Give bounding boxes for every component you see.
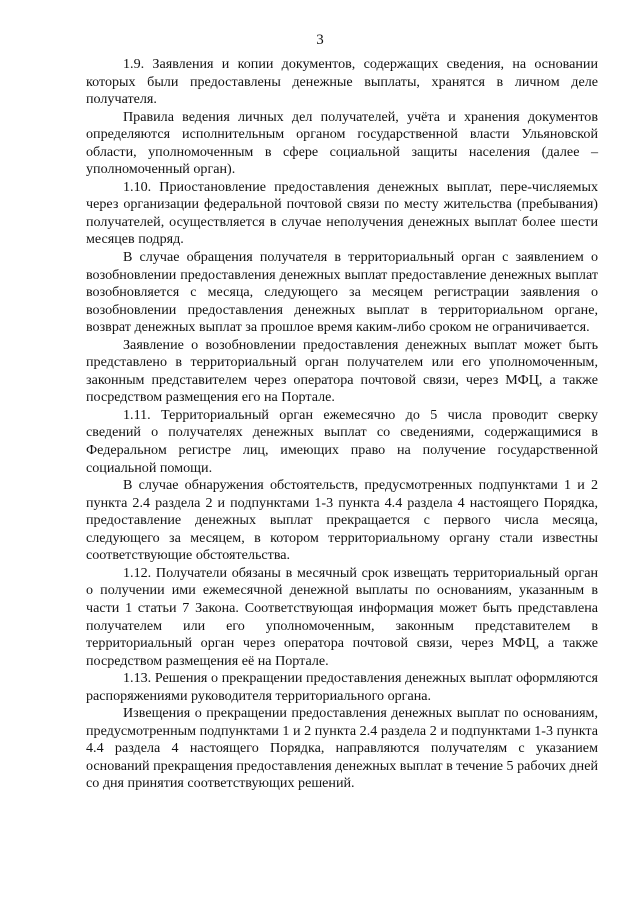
paragraph-1-13: 1.13. Решения о прекращении предоставления денежных выплат оформляются распоряжениями руководителя территориального органа.: [86, 670, 598, 704]
document-body: [86, 56, 598, 793]
paragraph-termination-circumstances: В случае обнаружения обстоятельств, предусмотренных подпунктами 1 и 2 пункта 2.4 раздела 2 и подпунктами 1-3 пункта 4.4 раздела 4 настоящего Порядка, предоставление денежных выплат прекращается с первого числа месяца, следующего за месяцем, в котором территориальному органу стали известны соответствующие обстоятельства.: [86, 477, 598, 564]
paragraph-termination-notices: Извещения о прекращении предоставления денежных выплат по основаниям, предусмотренным подпунктами 1 и 2 пункта 2.4 раздела 2 и подпунктами 1-3 пункта 4.4 раздела 4 настоящего Порядка, направляются получателям с указанием оснований прекращения предоставления денежных выплат в течение 5 рабочих дней со дня принятия соответствующих решений.: [86, 705, 598, 792]
paragraph-1-9: 1.9. Заявления и копии документов, содержащих сведения, на основании которых были предоставлены денежные выплаты, хранятся в личном деле получателя.: [86, 56, 598, 108]
paragraph-1-10: 1.10. Приостановление предоставления денежных выплат, пере-числяемых через организации федеральной почтовой связи по месту жительства (пребывания) получателей, осуществляется в случае неполучения денежных выплат более шести месяцев подряд.: [86, 178, 598, 248]
paragraph-resumption-application: Заявление о возобновлении предоставления денежных выплат может быть представлено в территориальный орган получателем или его уполномоченным, законным представителем через оператора почтовой связи, через МФЦ, а также посредством размещения его на Портале.: [86, 336, 598, 406]
paragraph-records-rules: Правила ведения личных дел получателей, учёта и хранения документов определяются исполнительным органом государственной власти Ульяновской области, уполномоченным в сфере социальной защиты населения (далее – уполномоченный орган).: [86, 108, 598, 178]
page-number: 3: [316, 32, 324, 48]
paragraph-resumption-request: В случае обращения получателя в территориальный орган с заявлением о возобновлении предоставления денежных выплат предоставление денежных выплат возобновляется с месяца, следующего за месяцем регистрации заявления о возобновлении предоставления денежных выплат в территориальном органе, возврат денежных выплат за прошлое время каким-либо сроком не ограничивается.: [86, 249, 598, 336]
paragraph-1-11: 1.11. Территориальный орган ежемесячно до 5 числа проводит сверку сведений о получателях денежных выплат со сведениями, содержащимися в Федеральном регистре лиц, имеющих право на получение государственной социальной помощи.: [86, 406, 598, 476]
paragraph-1-12: 1.12. Получатели обязаны в месячный срок извещать территориальный орган о получении ими ежемесячной денежной выплаты по основаниям, указанным в части 1 статьи 7 Закона. Соответствующая информация может быть представлена получателем или его уполномоченным, законным представителем в территориальный орган через оператора почтовой связи, через МФЦ, а также посредством размещения её на Портале.: [86, 564, 598, 669]
